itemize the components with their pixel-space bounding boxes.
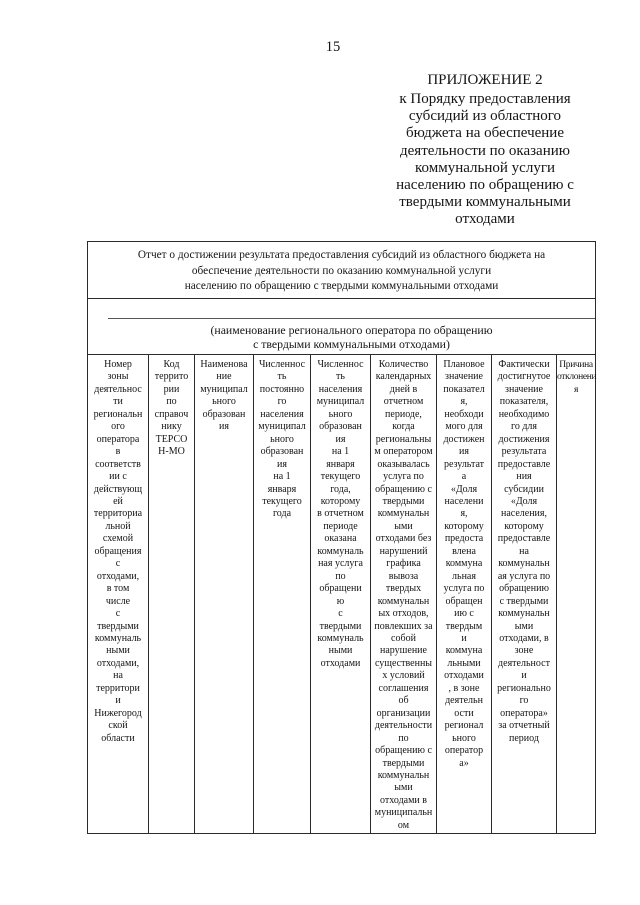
report-title: Отчет о достижении результата предоставления субсидий из областного бюджета на обеспечение деятельности по оказанию коммунальной услуги населению по обращению с твердыми коммунальными отходами — [137, 249, 546, 292]
report-table — [87, 241, 596, 834]
column-header-zone-number: Номер зоны деятельнос ти региональн ого оператора в соответств ии с действующ ей территориа льной схемой обращения с отходами, в том числе с твердыми коммуналь ными отходами, на территори и Нижегород ской области — [93, 359, 143, 744]
page-number: 15 — [325, 39, 341, 55]
column-header-served-population: Численнос ть населения муниципал ьного образован ия на 1 января текущего года, которому в отчетном периоде оказана коммуналь ная услуга по обращени ю с твердыми коммуналь ными отходами — [316, 359, 365, 669]
column-header-municipality-name: Наименова ние муниципал ьного образован ия — [200, 359, 248, 433]
column-divider — [556, 354, 557, 833]
column-header-planned-value: Плановое значение показател я, необходи мого для достижен ия результат а «Доля населени я, которому предоста влена коммуна льная услуга по обращен ию с твердым и коммуна льными отходами , в зоне деятельн ости регионал ьного оператор а» — [443, 359, 485, 769]
column-header-territory-code: Код террито рии по справоч нику ТЕРСО Н-МО — [154, 359, 189, 458]
appendix-heading — [380, 71, 590, 229]
operator-name-caption: (наименование регионального оператора по обращению с твердыми коммунальными отходами) — [210, 323, 493, 351]
column-header-permanent-population: Численнос ть постоянно го населения муниципал ьного образован ия на 1 января текущего года — [258, 359, 306, 520]
operator-name-line — [108, 318, 595, 319]
appendix-reference: к Порядку предоставления субсидий из областного бюджета на обеспечение деятельности по оказанию коммунальной услуги населению по обращению с твердыми коммунальными отходами — [396, 91, 574, 228]
column-header-days-without-violations: Количество календарных дней в отчетном периоде, когда региональны м оператором оказывалась услуга по обращению с твердыми коммунальн ыми отходами без нарушений графика вывоза твердых коммунальн ых отходов, повлекших за собой нарушение существенны х условий соглашения об организации деятельности по обращению с твердыми коммунальн ыми отходами в муниципальн ом — [374, 359, 433, 831]
row-divider — [88, 354, 595, 355]
row-divider — [88, 298, 595, 299]
column-header-deviation-reason: Причина отклонени я — [557, 360, 597, 395]
column-header-actual-value: Фактически достигнутое значение показателя, необходимо го для достижения результата предоставле ния субсидии «Доля населения, которому предоставле на коммунальн ая услуга по обращению с твердыми коммунальн ыми отходами, в зоне деятельност и регионально го оператора» за отчетный период — [497, 359, 551, 744]
appendix-title: ПРИЛОЖЕНИЕ 2 — [427, 72, 543, 88]
